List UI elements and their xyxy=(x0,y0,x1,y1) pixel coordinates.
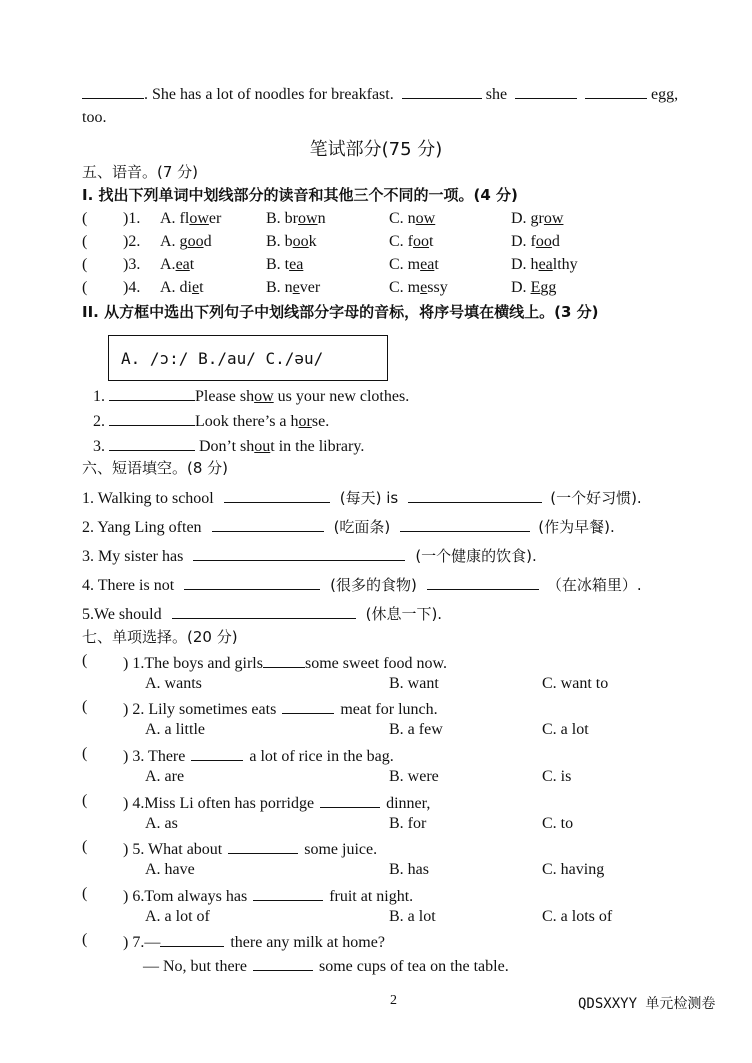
answer-blank[interactable] xyxy=(402,83,482,99)
option-a: A.eat xyxy=(160,256,195,273)
question-number: )3. xyxy=(123,256,141,273)
option-a[interactable]: A. have xyxy=(145,861,195,878)
option-a[interactable]: A. a lot of xyxy=(145,908,210,925)
exam-page: . She has a lot of noodles for breakfast. she egg, too. 笔试部分(75 分) 五、语音。(7 分) I. 找出下列单词中划线部分的读音和其他三个不同的一项。(4 分) ( )1. A. flower B. brown C. now D. grow ( )2. A. good B. book C. foot D. food ( )3. A.eat B. tea C. meat D. healthy ( )4. A. diet B. never C. messy D. Egg II. 从方框中选出下列句子中划线部分字母的音标，将序号填在横线上。(3 分) A. /ɔ:/ B./au/ C./əu/ 1. Please show us your new clothes. 2. Look there’s a horse. 3. Don’t shout in the library. 六、短语填空。(8 分) 1. Walking to school (每天) is (一个好习惯). 2. Yang Ling often (吃面条) (作为早餐). 3. My sister has (一个健康的饮食). 4. There is not (很多的食物) （在冰箱里）. 5.We should (休息一下). 七、单项选择。(20 分) ( ) 1.The boys and girls some sweet food now. A. wants B. want C. want to ( ) 2. Lily sometimes eats meat for lunch. A. a little B. a few C. a lot ( ) 3. There a lot of rice in the bag. A. are B. were C. is ( ) 4.Miss Li often has porridge dinner, A. as B. for C. to ( ) 5. What about some juice. A. have B. has C. having ( ) 6.Tom always has fruit at night. A. a lot of B. a lot C. a lots of ( ) 7.— there any milk at home? — No, but there some cups of tea on the table. 2 QDSXXYY 单元检测卷 xyxy=(0,0,752,1063)
option-b[interactable]: B. has xyxy=(389,861,429,878)
answer-blank[interactable] xyxy=(109,410,195,426)
option-c[interactable]: C. to xyxy=(542,815,574,832)
answer-blank[interactable] xyxy=(184,574,320,590)
option-b[interactable]: B. for xyxy=(389,815,427,832)
intro-text: . She has a lot of noodles for breakfast. xyxy=(144,86,394,103)
option-d: D. Egg xyxy=(511,279,557,296)
answer-blank[interactable] xyxy=(400,516,530,532)
option-b: B. book xyxy=(266,233,317,250)
phonetic-options-box xyxy=(108,335,388,381)
answer-blank[interactable] xyxy=(253,955,313,971)
answer-paren[interactable]: ( xyxy=(82,256,88,273)
intro-line-2: too. xyxy=(82,109,107,126)
phonetic-item: 3. Don’t shout in the library. xyxy=(93,435,364,457)
question-number: )1. xyxy=(123,210,141,227)
answer-paren[interactable]: ( xyxy=(82,233,88,250)
option-c: C. now xyxy=(389,210,436,227)
option-a[interactable]: A. a little xyxy=(145,721,205,738)
phrase-line: 3. My sister has (一个健康的饮食). xyxy=(82,547,537,565)
phrase-line: 5.We should (休息一下). xyxy=(82,605,443,623)
option-d: D. healthy xyxy=(511,256,578,273)
answer-paren[interactable]: ( xyxy=(82,885,88,902)
footer-code: QDSXXYY 单元检测卷 xyxy=(578,996,716,1012)
answer-blank[interactable] xyxy=(212,516,324,532)
page-number: 2 xyxy=(390,993,397,1008)
answer-paren[interactable]: ( xyxy=(82,652,88,669)
question-number: )2. xyxy=(123,233,141,250)
option-c[interactable]: C. having xyxy=(542,861,605,878)
intro-text: she xyxy=(485,86,508,103)
answer-blank[interactable] xyxy=(585,83,647,99)
option-b[interactable]: B. a few xyxy=(389,721,443,738)
section-5-part1-heading: I. 找出下列单词中划线部分的读音和其他三个不同的一项。(4 分) xyxy=(82,186,518,204)
answer-blank[interactable] xyxy=(282,698,334,714)
option-d: D. grow xyxy=(511,210,564,227)
option-b[interactable]: B. were xyxy=(389,768,439,785)
phrase-line: 4. There is not (很多的食物) （在冰箱里）. xyxy=(82,576,642,594)
option-a[interactable]: A. are xyxy=(145,768,185,785)
answer-blank[interactable] xyxy=(191,745,243,761)
answer-blank[interactable] xyxy=(408,487,542,503)
answer-blank[interactable] xyxy=(228,838,298,854)
answer-blank[interactable] xyxy=(515,83,577,99)
answer-paren[interactable]: ( xyxy=(82,745,88,762)
section-5-part2-heading: II. 从方框中选出下列句子中划线部分字母的音标，将序号填在横线上。(3 分) xyxy=(82,303,599,321)
phonetic-options: A. /ɔ:/ B./au/ C./əu/ xyxy=(121,349,324,368)
option-a: A. diet xyxy=(160,279,204,296)
option-a[interactable]: A. as xyxy=(145,815,178,832)
option-b[interactable]: B. want xyxy=(389,675,439,692)
written-section-title: 笔试部分(75 分) xyxy=(309,139,443,160)
section-5-heading: 五、语音。(7 分) xyxy=(82,163,199,181)
answer-blank[interactable] xyxy=(263,652,305,668)
question-number: )4. xyxy=(123,279,141,296)
option-d: D. food xyxy=(511,233,560,250)
section-6-heading: 六、短语填空。(8 分) xyxy=(82,459,229,477)
answer-blank[interactable] xyxy=(109,435,195,451)
answer-blank[interactable] xyxy=(427,574,539,590)
answer-blank[interactable] xyxy=(109,385,195,401)
intro-line-1 xyxy=(82,83,678,105)
option-b: B. never xyxy=(266,279,321,296)
answer-blank[interactable] xyxy=(160,931,224,947)
option-c[interactable]: C. is xyxy=(542,768,572,785)
answer-paren[interactable]: ( xyxy=(82,698,88,715)
phrase-line: 1. Walking to school (每天) is (一个好习惯). xyxy=(82,489,642,507)
option-a: A. flower xyxy=(160,210,222,227)
answer-blank[interactable] xyxy=(253,885,323,901)
option-c: C. messy xyxy=(389,279,448,296)
intro-text: egg, xyxy=(651,86,679,103)
phrase-line: 2. Yang Ling often (吃面条) (作为早餐). xyxy=(82,518,615,536)
option-a: A. good xyxy=(160,233,212,250)
section-7-heading: 七、单项选择。(20 分) xyxy=(82,628,238,646)
option-b: B. brown xyxy=(266,210,326,227)
answer-paren[interactable]: ( xyxy=(82,792,88,809)
option-c: C. meat xyxy=(389,256,439,273)
option-c[interactable]: C. a lot xyxy=(542,721,589,738)
option-c[interactable]: C. a lots of xyxy=(542,908,613,925)
answer-paren[interactable]: ( xyxy=(82,931,88,948)
option-b[interactable]: B. a lot xyxy=(389,908,436,925)
answer-blank[interactable] xyxy=(224,487,330,503)
answer-paren[interactable]: ( xyxy=(82,210,88,227)
answer-paren[interactable]: ( xyxy=(82,838,88,855)
answer-blank[interactable] xyxy=(82,83,144,99)
answer-blank[interactable] xyxy=(193,545,405,561)
option-c[interactable]: C. want to xyxy=(542,675,609,692)
option-b: B. tea xyxy=(266,256,304,273)
answer-blank[interactable] xyxy=(172,603,356,619)
option-c: C. foot xyxy=(389,233,434,250)
option-a[interactable]: A. wants xyxy=(145,675,202,692)
answer-blank[interactable] xyxy=(320,792,380,808)
answer-paren[interactable]: ( xyxy=(82,279,88,296)
phonetic-item: 1. Please show us your new clothes. xyxy=(93,385,409,407)
phonetic-item: 2. Look there’s a horse. xyxy=(93,410,329,432)
